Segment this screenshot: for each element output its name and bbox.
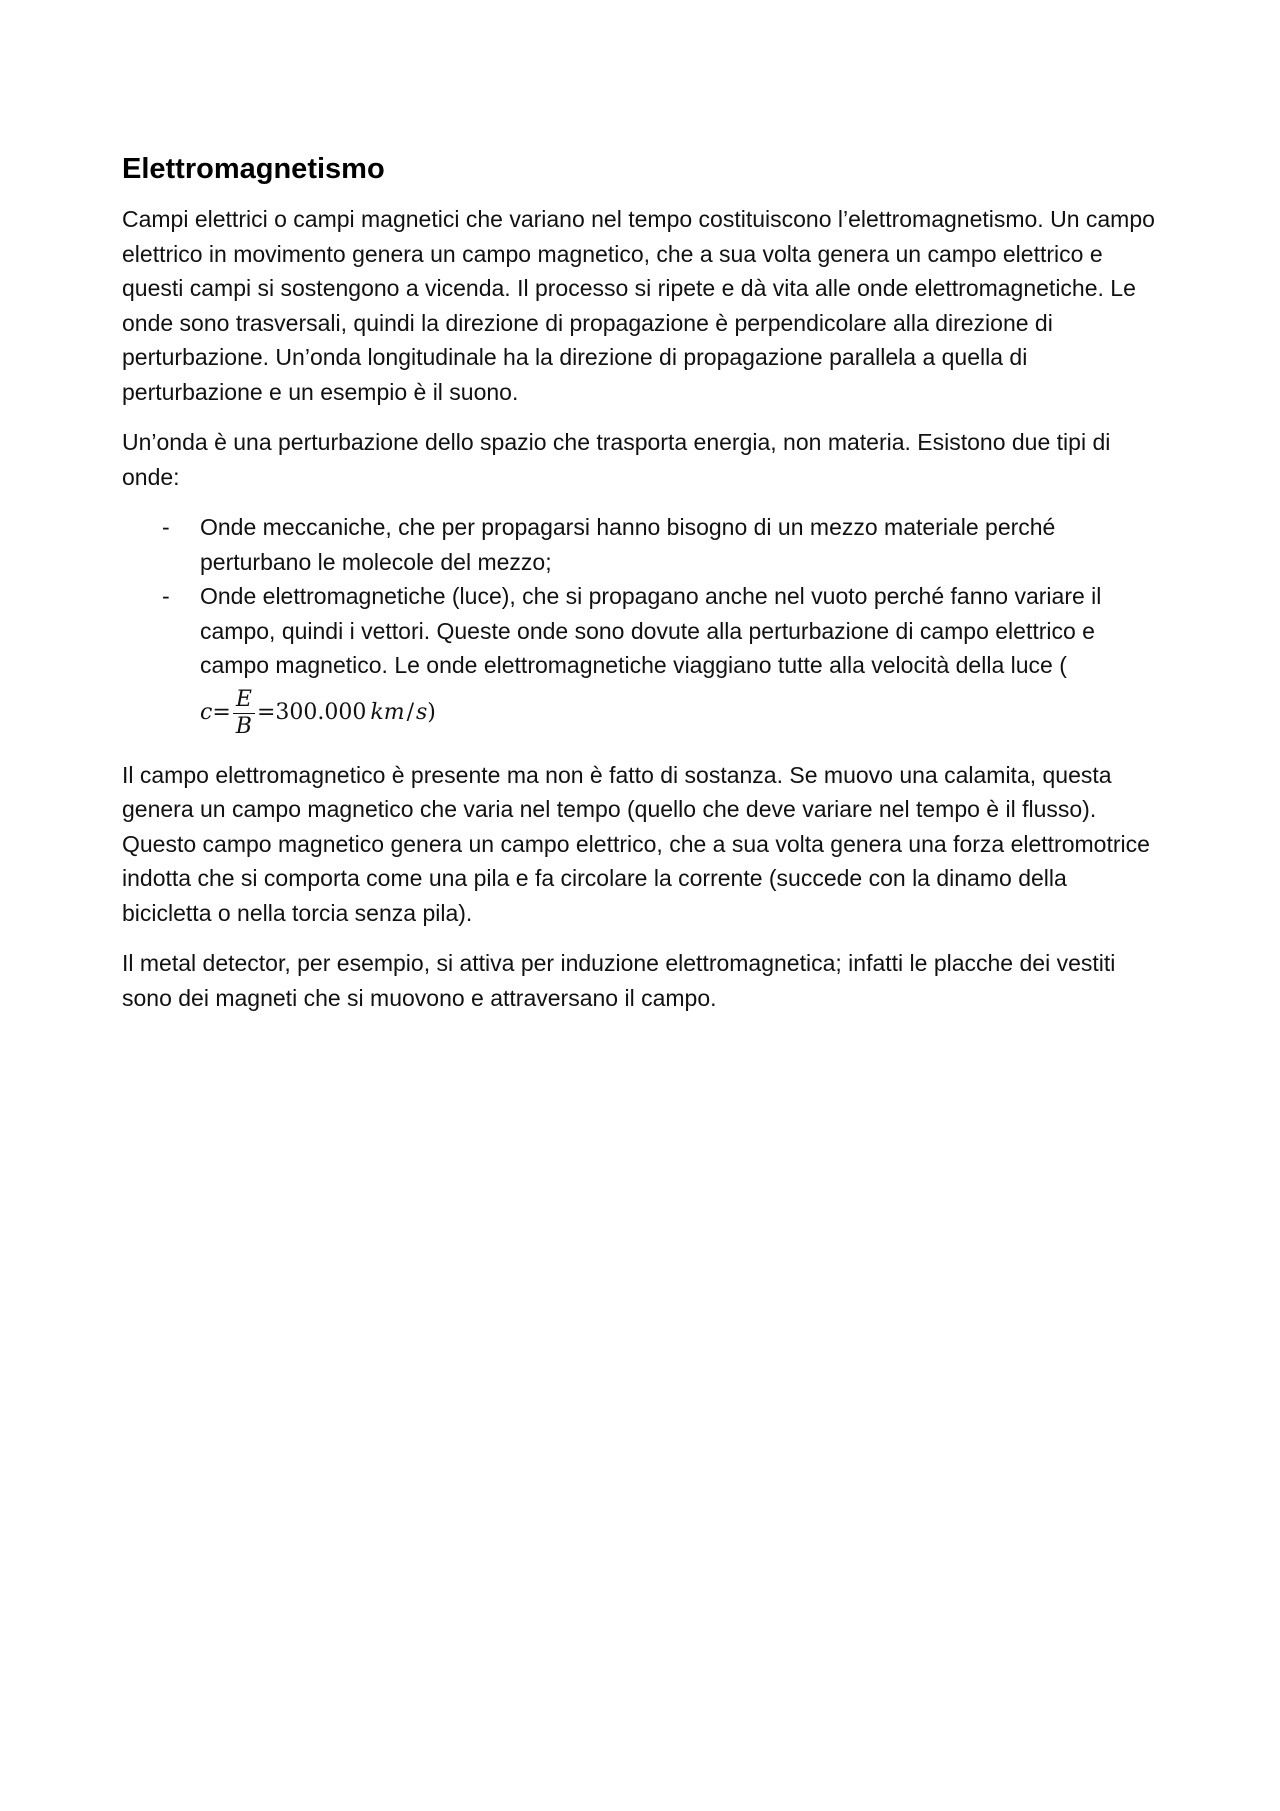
list-item-text: Onde meccaniche, che per propagarsi hanno bisogno di un mezzo materiale perché perturbano le molecole del mezzo;: [200, 514, 1056, 575]
document-body: [122, 150, 1162, 1031]
formula-value: 300.000: [275, 700, 367, 725]
speed-of-light-formula: [200, 686, 436, 739]
fraction-denominator: B: [235, 713, 252, 739]
document-title: Elettromagnetismo: [122, 153, 385, 185]
list-bullet-dash: -: [162, 514, 170, 540]
formula-unit-km: km: [370, 700, 405, 725]
list-item-mechanical-waves: [122, 510, 1162, 579]
list-item-electromagnetic-waves: [122, 579, 1162, 744]
paragraph-metal-detector: Il metal detector, per esempio, si attiva per induzione elettromagnetica; infatti le placche dei vestiti sono dei magneti che si muovono e attraversano il campo.: [122, 950, 1116, 1011]
paragraph-wave-definition: Un’onda è una perturbazione dello spazio che trasporta energia, non materia. Esistono due tipi di onde:: [122, 429, 1111, 490]
formula-unit-slash: /: [406, 700, 414, 725]
fraction-numerator: E: [233, 689, 255, 714]
formula-close-paren: ): [427, 700, 436, 725]
formula-lhs: c: [200, 700, 213, 725]
list-bullet-dash: -: [162, 583, 170, 609]
formula-equals: =: [212, 700, 231, 725]
paragraph-induction: Il campo elettromagnetico è presente ma non è fatto di sostanza. Se muovo una calamita, questa genera un campo magnetico che varia nel tempo (quello che deve variare nel tempo è il flusso). Questo campo magnetico genera un campo elettrico, che a sua volta genera una forza elettromotrice indotta che si comporta come una pila e fa circolare la corrente (succede con la dinamo della bicicletta o nella torcia senza pila).: [122, 761, 1150, 926]
formula-equals: =: [256, 700, 276, 725]
wave-types-list: [122, 510, 1162, 744]
paragraph-intro: Campi elettrici o campi magnetici che variano nel tempo costituiscono l’elettromagnetismo. Un campo elettrico in movimento genera un campo magnetico, che a sua volta genera un campo elettrico e questi campi si sostengono a vicenda. Il processo si ripete e dà vita alle onde elettromagnetiche. Le onde sono trasversali, quindi la direzione di propagazione è perpendicolare alla direzione di perturbazione. Un’onda longitudinale ha la direzione di propagazione parallela a quella di perturbazione e un esempio è il suono.: [122, 206, 1155, 405]
formula-fraction: [233, 686, 255, 739]
formula-unit-s: s: [415, 700, 428, 725]
list-item-text: Onde elettromagnetiche (luce), che si propagano anche nel vuoto perché fanno variare il campo, quindi i vettori. Queste onde sono dovute alla perturbazione di campo elettrico e campo magnetico. Le onde elettromagnetiche viaggiano tutte alla velocità della luce (: [200, 583, 1102, 678]
